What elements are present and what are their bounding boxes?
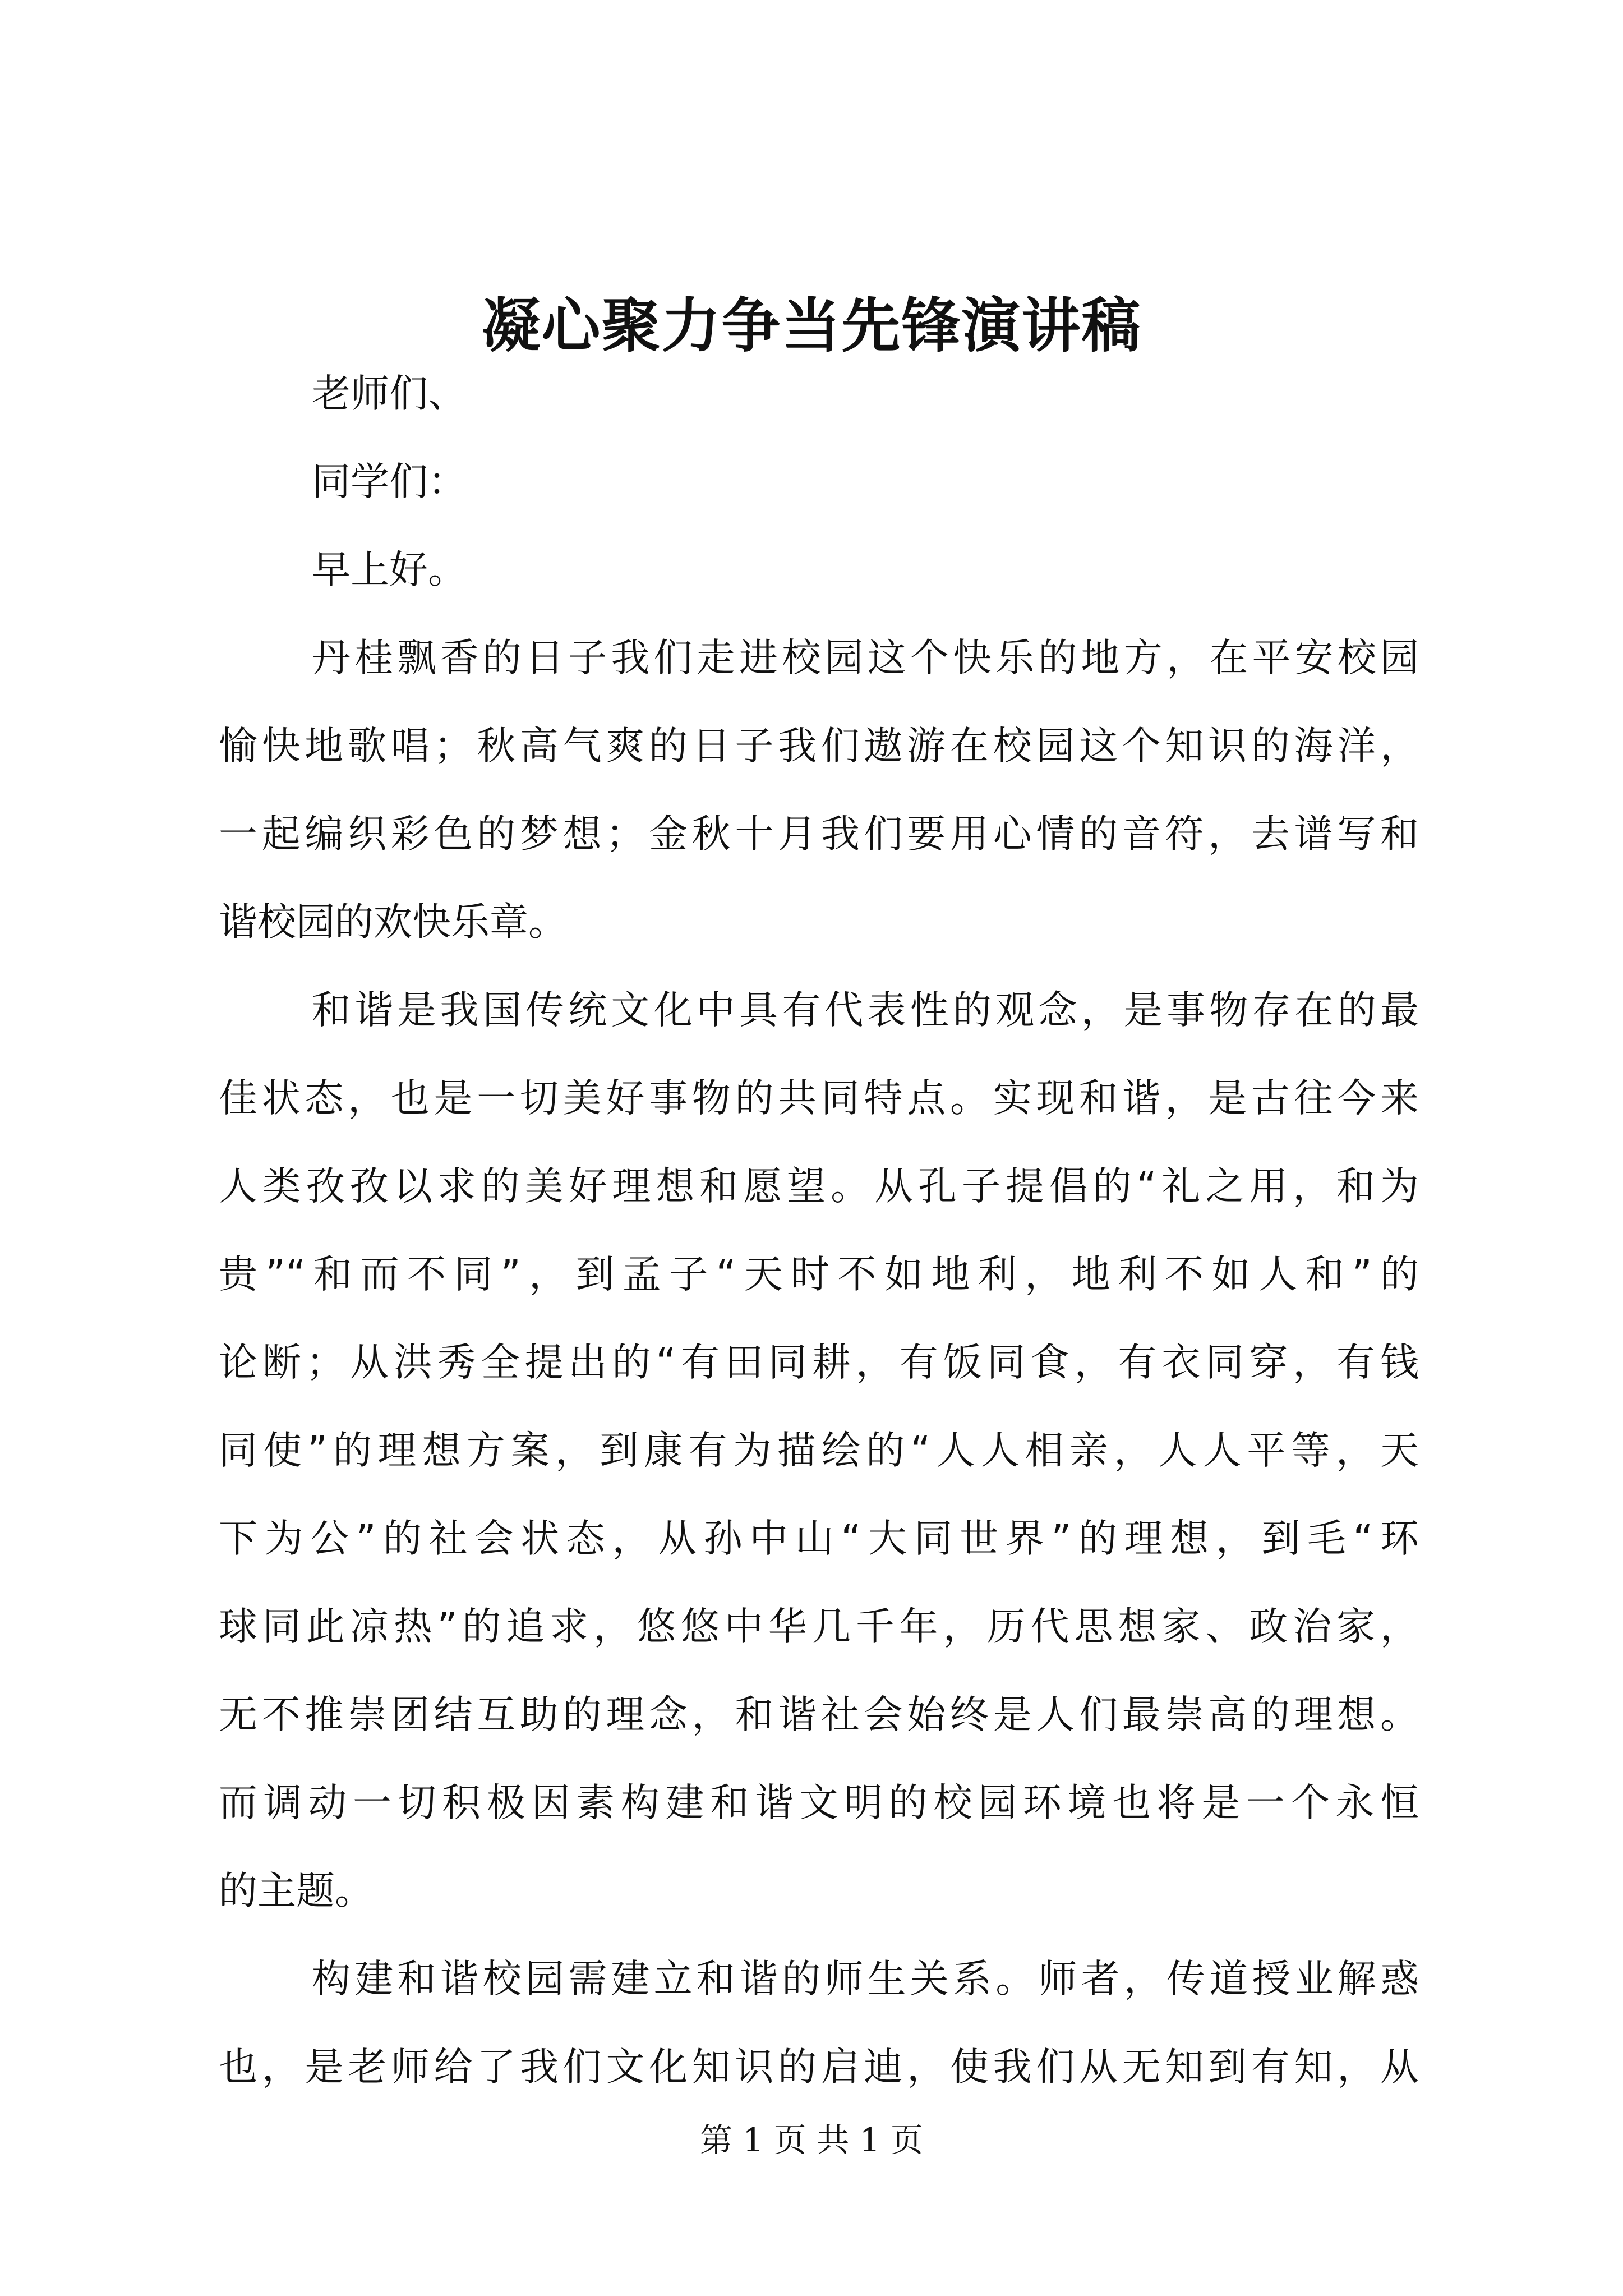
paragraph-line: 同使”的理想方案，到康有为描绘的“人人相亲，人人平等，天 [219,1428,1419,1473]
paragraph-line: 贵”“和而不同”，到孟子“天时不如地利，地利不如人和”的 [219,1252,1419,1297]
page-footer: 第 1 页 共 1 页 [700,2121,923,2159]
paragraph-line: 球同此凉热”的追求，悠悠中华几千年，历代思想家、政治家， [219,1604,1419,1649]
paragraph-line: 一起编织彩色的梦想；金秋十月我们要用心情的音符，去谱写和 [219,812,1419,857]
paragraph-line: 构建和谐校园需建立和谐的师生关系。师者，传道授业解惑 [312,1957,1419,2001]
greeting-line: 早上好。 [312,547,467,592]
document-body [219,350,1419,2111]
greeting-line: 同学们： [312,459,467,504]
paragraph-line: 也，是老师给了我们文化知识的启迪，使我们从无知到有知，从 [219,2045,1419,2090]
document-title: 凝心聚力争当先锋演讲稿 [481,291,1142,360]
paragraph-line: 谐校园的欢快乐章。 [219,900,567,945]
paragraph-line: 而调动一切积极因素构建和谐文明的校园环境也将是一个永恒 [219,1780,1419,1825]
paragraph-line: 下为公”的社会状态，从孙中山“大同世界”的理想，到毛“环 [219,1516,1419,1561]
paragraph-line: 的主题。 [219,1869,374,1913]
paragraph-line: 和谐是我国传统文化中具有代表性的观念，是事物存在的最 [312,988,1419,1033]
paragraph-line: 佳状态，也是一切美好事物的共同特点。实现和谐，是古往今来 [219,1076,1419,1121]
paragraph-line: 愉快地歌唱；秋高气爽的日子我们遨游在校园这个知识的海洋， [219,724,1419,769]
greeting-line: 老师们、 [312,371,467,416]
paragraph-line: 论断；从洪秀全提出的“有田同耕，有饭同食，有衣同穿，有钱 [219,1340,1419,1385]
paragraph-line: 无不推崇团结互助的理念，和谐社会始终是人们最崇高的理想。 [219,1692,1419,1737]
paragraph-line: 丹桂飘香的日子我们走进校园这个快乐的地方，在平安校园 [312,636,1419,680]
paragraph-line: 人类孜孜以求的美好理想和愿望。从孔子提倡的“礼之用，和为 [219,1164,1419,1209]
